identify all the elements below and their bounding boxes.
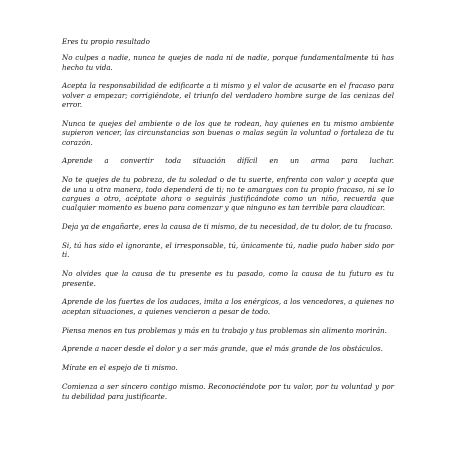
paragraph: Aprende a nacer desde el dolor y a ser más grande, que el más grande de los obstáculos. bbox=[62, 344, 383, 354]
paragraph: Si, tú has sido el ignorante, el irresponsable, tú, únicamente tú, nadie pudo haber sido por ti. bbox=[62, 241, 394, 260]
paragraph: Comienza a ser sincero contigo mismo. Reconociéndote por tu valor, por tu voluntad y por tu debilidad para justificarte. bbox=[62, 382, 394, 401]
paragraph: No culpes a nadie, nunca te quejes de nada ni de nadie, porque fundamentalmente tú has hecho tu vida. bbox=[62, 53, 394, 72]
paragraph: No olvides que la causa de tu presente es tu pasado, como la causa de tu futuro es tu presente. bbox=[62, 269, 394, 288]
document-body bbox=[62, 37, 394, 410]
document-title: Eres tu propio resultado bbox=[62, 37, 150, 46]
paragraph: Aprende de los fuertes de los audaces, imita a los enérgicos, a los vencedores, a quienes no aceptan situaciones, a quienes vencieron a pesar de todo. bbox=[62, 297, 394, 316]
paragraph: Nunca te quejes del ambiente o de los que te rodean, hay quienes en tu mismo ambiente supieron vencer, las circunstancias son buenas o malas según la voluntad o fortaleza de tu corazón. bbox=[62, 118, 394, 147]
paragraph: Deja ya de engañarte, eres la causa de ti mismo, de tu necesidad, de tu dolor, de tu fracaso. bbox=[62, 222, 393, 232]
paragraph: No te quejes de tu pobreza, de tu soledad o de tu suerte, enfrenta con valor y acepta que de una u otra manera, todo dependerá de ti; no te amargues con tu propio fracaso, ni se lo cargues a otro, acéptate ahora o seguirás justificándote como un niño, recuerda que cualquier momento es bueno para comenzar y que ninguno es tan terrible para claudicar. bbox=[62, 175, 394, 213]
paragraph: Mírate en el espejo de ti mismo. bbox=[62, 363, 178, 373]
paragraph: Aprende a convertir toda situación difícil en un arma para luchar. bbox=[62, 156, 394, 166]
paragraph: Acepta la responsabilidad de edificarte a ti mismo y el valor de acusarte en el fracaso para volver a empezar; corrigiéndote, el triunfo del verdadero hombre surge de las cenizas del error. bbox=[62, 81, 394, 110]
paragraph: Piensa menos en tus problemas y más en tu trabajo y tus problemas sin alimento morirán. bbox=[62, 325, 387, 335]
